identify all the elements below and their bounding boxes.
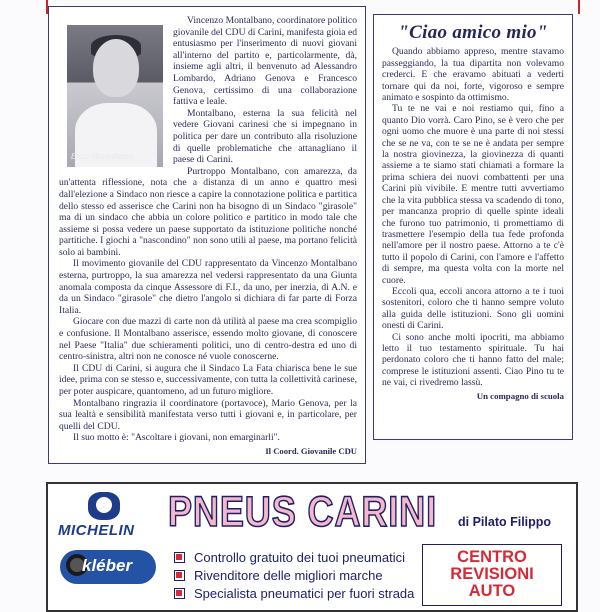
michelin-man-icon [88, 492, 120, 520]
kleber-logo [60, 550, 156, 584]
service-item [174, 586, 415, 604]
obituary-paragraph: Quando abbiamo appreso, mentre stavamo passeggiando, la tua dipartita non volevamo crederci. E che eravamo abituati a vederti tornare qui da noi, forte, vigoroso e sempre animato e sospinto da ottimismo. [382, 46, 564, 104]
service-label: Rivenditore delle migliori marche [194, 568, 383, 583]
brand-name: PNEUS CARINI [168, 488, 437, 536]
service-item [174, 568, 410, 586]
service-label: Specialista pneumatici per fuori strada [194, 586, 415, 601]
article-paragraph: Il movimento giovanile del CDU rappresentato da Vincenzo Montalbano esterna, purtroppo, la sua amarezza nel vedersi rappresentato da una Giunta anomala composta da cinque Assessore di F.I., da uno, per inerzia, di A.N. e da un Sindaco "girasole" che dietro l'angolo si dichiara di far parte di Forza Italia. [59, 258, 357, 316]
obituary-paragraph: Ci sono anche molti ipocriti, ma abbiamo letto il tuo testamento spirituale. Tu hai perdonato coloro che ti hanno fatto del male; comprese le istituzioni assenti. Ciao Pino tu te ne vai, ci rivedremo lassù. [382, 331, 564, 389]
article-paragraph: Il suo motto è: "Ascoltare i giovani, non emarginarli". [73, 432, 280, 444]
article-signature: Il Coord. Giovanile CDU [265, 445, 357, 456]
checkbox-icon [174, 570, 185, 581]
cdu-article [48, 6, 366, 464]
article-paragraph: Montalbano, esterna la sua felicità nel vedere Giovani carinesi che si impegnano in politica per dare un contributo alla risoluzione di quelle problematiche che attanagliano il paese di Carini. [173, 107, 357, 166]
article-paragraph: Purtroppo Montalbano, con amarezza, da un'attenta riflessione, nota che a distanza di un anno e quattro mesi dall'elezione a Sindaco non riesce a capire la connotazione politica e partitica dello stesso ed asserisce che Carini non ha bisogno di un Sindaco "girasole" ma di un sindaco che abbia un colore politico e partitico in modo tale che assieme si possa vedere un paese supportato da istituzione politiche nonché partitiche. I giochi a "nascondino" non sono utili al paese, ma portano felicità solo ai bambini. [59, 165, 357, 258]
photo-caption: Enzo Montalbano [71, 152, 134, 162]
centro-line: AUTO [468, 582, 516, 600]
article-paragraph: Vincenzo Montalbano, coordinatore politico giovanile del CDU di Carini, manifesta gioia ed entusiasmo per l'inserimento di nuovi giovani all'interno del partito e, particolarmente, dà, insieme agli altri, il benvenuto ad Alessandro Lombardo, Adriano Genova e Francesco Genova, certissimo di una collaborazione fattiva e leale. [173, 15, 357, 108]
brand-owner: di Pilato Filippo [458, 515, 552, 529]
obituary-paragraph: Tu te ne vai e noi restiamo qui, fino a quanto Dio vorrà. Caro Pino, se è vero che per ogni uomo che muore è una parte di noi stessi che se ne va, con te se ne è andata per sempre la nostra giovinezza, la giovinezza di quanti assieme a te siamo stati chiamati a formare la prima schiera dei nuovi combattenti per una Carini più vivibile. E mentre tutti avvertiamo che la vita pubblica stessa va scadendo di tono, per mancanza proprio di quelle spinte ideali che furono tuo patrimonio, ti promettiamo di trasmettere l'esempio della tua fede profonda nell'amore per il nostro paese. Attorno a te c'è tutto il popolo di Carini, con l'amore e l'affetto di sempre, ma questa volta con la morte nel cuore. [382, 103, 564, 286]
checkbox-icon [174, 552, 185, 563]
michelin-logo: MICHELIN [58, 522, 135, 539]
obituary-signer: Un compagno di scuola [476, 390, 564, 401]
portrait-photo [67, 25, 163, 167]
service-item [174, 550, 410, 568]
article-paragraph: Giocare con due mazzi di carte non dà utilità al paese ma crea scompiglio e confusione. Il Montalbano asserisce, essendo molto giovane, di conoscere nel Paese "Italia" due schieramenti politici, uno di centro-destra ed uno di centro-sinistra, altri non ne conosce né vuole conoscerne. [59, 316, 357, 363]
article-paragraph: Montalbano ringrazia il coordinatore (portavoce), Mario Genova, per la sua lealtà e sensibilità manifestata verso tutti i giovani e, in particolare, per quelli del CDU. [59, 397, 357, 432]
page-border-right [578, 0, 580, 14]
service-label: Controllo gratuito dei tuoi pneumatici [194, 550, 406, 565]
checkbox-icon [174, 588, 185, 599]
obituary-paragraph: Eccoli qua, eccoli ancora attorno a te i tuoi sostenitori, coloro che ti hanno sempre voluto alla guida delle istituzioni. Sono gli uomini onesti di Carini. [382, 285, 564, 332]
pneus-carini-advert [46, 482, 578, 612]
portrait-face [93, 39, 139, 97]
kleber-wordmark: kléber [82, 556, 133, 575]
obituary-title: "Ciao amico mio" [398, 22, 548, 43]
obituary-article [373, 14, 573, 440]
services-list [174, 550, 415, 604]
centro-line: REVISIONI [450, 565, 534, 583]
article-paragraph: Il CDU di Carini, si augura che il Sindaco La Fata chiarisca bene le sue idee, prima con se stesso e, successivamente, con tutta la collettività carinese, per poter auspicare, quantomeno, ad un futuro migliore. [59, 362, 357, 397]
centro-line: CENTRO [457, 548, 527, 566]
centro-revisioni-box [422, 544, 562, 606]
